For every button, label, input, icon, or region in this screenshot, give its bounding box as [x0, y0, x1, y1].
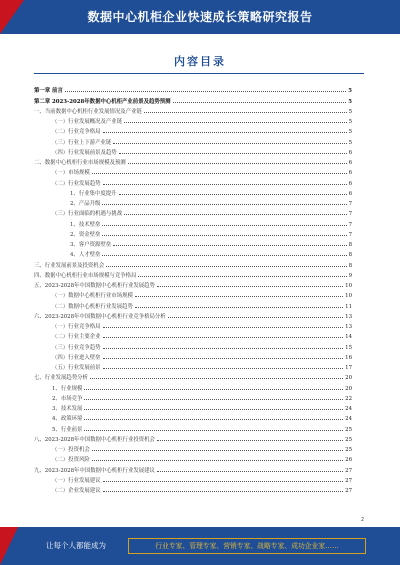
toc-entry[interactable] — [34, 125, 352, 135]
toc-dot-leader — [113, 143, 346, 144]
toc-entry-page: 13 — [345, 313, 352, 320]
toc-entry[interactable] — [34, 176, 352, 186]
toc-entry-label: 5、行业前景 — [52, 426, 83, 433]
toc-entry-label: 2、市场竞争 — [52, 395, 83, 402]
toc-dot-leader — [128, 163, 347, 164]
toc-entry-page: 27 — [345, 477, 352, 484]
toc-entry-page: 10 — [345, 283, 352, 289]
toc-entry[interactable] — [34, 330, 352, 340]
toc-dot-leader — [102, 204, 346, 205]
toc-entry[interactable] — [34, 422, 352, 432]
toc-entry-label: （四）行业进入壁垒 — [52, 354, 101, 361]
toc-dot-leader — [90, 378, 343, 379]
toc-entry[interactable] — [34, 187, 352, 197]
toc-entry-page: 6 — [348, 190, 352, 197]
toc-dot-leader — [124, 122, 346, 123]
toc-entry-page: 11 — [345, 303, 352, 310]
toc-dot-leader — [168, 317, 343, 318]
toc-entry[interactable] — [34, 310, 352, 320]
toc-dot-leader — [157, 286, 343, 287]
toc-entry-page: 8 — [348, 252, 352, 259]
toc-entry-page: 6 — [348, 149, 352, 156]
toc-entry[interactable] — [34, 248, 352, 258]
toc-dot-leader — [102, 255, 346, 256]
toc-entry[interactable] — [34, 94, 352, 104]
toc-entry[interactable] — [34, 443, 352, 453]
toc-dot-leader — [65, 91, 346, 92]
toc-entry-label: 第二章 2023-2028年数据中心机柜产业前景及趋势预测 — [34, 98, 171, 105]
toc-entry-label: 3、客户资源壁垒 — [70, 242, 112, 248]
toc-dot-leader — [119, 153, 347, 154]
toc-entry[interactable] — [34, 115, 352, 125]
toc-entry-page: 13 — [345, 324, 352, 330]
toc-dot-leader — [135, 296, 343, 297]
toc-entry[interactable] — [34, 228, 352, 238]
toc-dot-leader — [135, 307, 343, 308]
toc-dot-leader — [84, 399, 343, 400]
toc-dot-leader — [103, 491, 344, 492]
toc-entry-page: 27 — [345, 488, 352, 494]
toc-entry[interactable] — [34, 207, 352, 217]
toc-dot-leader — [102, 225, 346, 226]
toc-entry-label: 二、数据中心机柜行业市场规模及预测 — [34, 160, 126, 166]
toc-dot-leader — [92, 450, 343, 451]
report-title: 数据中心机柜企业快速成长策略研究报告 — [87, 10, 313, 24]
toc-entry-page: 7 — [348, 201, 352, 207]
toc-entry-page: 7 — [348, 211, 352, 218]
toc-entry-page: 14 — [345, 334, 352, 341]
toc-dot-leader — [92, 460, 343, 461]
toc-dot-leader — [173, 102, 347, 103]
toc-entry-label: （二）行业主要企业 — [52, 334, 101, 341]
toc-entry-page: 5 — [348, 119, 352, 125]
toc-entry-label: 2、资金壁垒 — [70, 231, 101, 238]
toc-entry-label: 四、数据中心机柜行业市场规模与竞争格局 — [34, 272, 137, 279]
toc-entry-label: 八、2023-2028年中国数据中心机柜行业投资机会 — [34, 436, 155, 443]
toc-entry-page: 25 — [345, 447, 352, 453]
footer-slogan: 让每个人都能成为 — [46, 541, 106, 550]
toc-entry[interactable] — [34, 299, 352, 309]
toc-dot-leader — [92, 173, 347, 174]
toc-entry-label: 第一章 前言 — [34, 88, 63, 95]
toc-entry-page: 22 — [345, 395, 352, 402]
toc-entry-page: 8 — [348, 262, 352, 269]
toc-entry-page: 9 — [348, 272, 352, 279]
toc-entry-label: （二）投资风险 — [52, 457, 90, 464]
toc-entry-page: 10 — [345, 293, 352, 300]
toc-entry-label: （二）数据中心机柜行业发展趋势 — [52, 303, 133, 310]
toc-dot-leader — [103, 348, 344, 349]
toc-entry-label: 1、行业规模 — [52, 385, 83, 392]
toc-entry-page: 6 — [348, 160, 352, 166]
toc-entry[interactable] — [34, 197, 352, 207]
toc-dot-leader — [124, 214, 346, 215]
toc-entry-label: （二）行业发展趋势 — [52, 180, 101, 187]
toc-entry-label: （一）数据中心机柜行业市场规模 — [52, 293, 133, 300]
toc-entry-label: （一）行业竞争格局 — [52, 324, 101, 330]
toc-dot-leader — [138, 276, 346, 277]
toc-entry-page: 16 — [345, 354, 352, 361]
toc-entry[interactable] — [34, 453, 352, 463]
toc-entry[interactable] — [34, 474, 352, 484]
toc-entry[interactable] — [34, 433, 352, 443]
toc-entry[interactable] — [34, 463, 352, 473]
toc-dot-leader — [157, 471, 343, 472]
toc-dot-leader — [103, 358, 344, 359]
toc-entry-page: 5 — [348, 88, 352, 95]
toc-entry-label: （三）行业面临的机遇与挑战 — [52, 211, 123, 218]
toc-entry[interactable] — [34, 320, 352, 330]
toc-entry-page: 25 — [345, 436, 352, 443]
toc-entry[interactable] — [34, 289, 352, 299]
toc-entry[interactable] — [34, 84, 352, 94]
toc-entry[interactable] — [34, 361, 352, 371]
toc-entry-label: （一）行业发展概况及产业链 — [52, 119, 123, 125]
toc-entry[interactable] — [34, 279, 352, 289]
toc-entry[interactable] — [34, 381, 352, 391]
toc-entry-page: 24 — [345, 416, 352, 423]
toc-entry[interactable] — [34, 402, 352, 412]
toc-divider — [34, 73, 364, 74]
toc-dot-leader — [102, 235, 346, 236]
toc-entry-page: 26 — [345, 457, 352, 464]
toc-entry-page: 5 — [348, 98, 352, 105]
toc-entry[interactable] — [34, 105, 352, 115]
toc-entry-label: （三）行业上下游产业链 — [52, 139, 112, 146]
toc-entry[interactable] — [34, 392, 352, 402]
toc-entry[interactable] — [34, 156, 352, 166]
toc-dot-leader — [103, 368, 344, 369]
toc-entry[interactable] — [34, 238, 352, 248]
toc-entry-label: 4、政策环境 — [52, 416, 83, 423]
toc-entry-label: （二）行业竞争格局 — [52, 129, 101, 136]
toc-entry-label: （一）市场规模 — [52, 170, 90, 177]
toc-entry-label: 4、人才壁垒 — [70, 252, 101, 259]
toc-dot-leader — [103, 132, 347, 133]
footer-bar — [0, 527, 400, 565]
toc-dot-leader — [84, 409, 343, 410]
toc-entry-label: （二）企业发展建议 — [52, 488, 101, 494]
toc-entry[interactable] — [34, 166, 352, 176]
toc-entry-label: （一）行业发展建议 — [52, 477, 101, 484]
header-bar — [0, 0, 400, 34]
toc-entry-page: 6 — [348, 180, 352, 187]
toc-dot-leader — [113, 245, 346, 246]
toc-entry-page: 15 — [345, 344, 352, 351]
toc-entry-label: 七、行业发展趋势分析 — [34, 375, 88, 382]
toc-entry-page: 20 — [345, 375, 352, 382]
toc-entry-page: 6 — [348, 170, 352, 177]
page-number: 2 — [360, 517, 364, 523]
toc-entry-label: 九、2023-2028年中国数据中心机柜行业发展建议 — [34, 467, 155, 474]
toc-entry-page: 17 — [345, 365, 352, 371]
toc-entry-page: 5 — [348, 129, 352, 136]
toc-entry[interactable] — [34, 351, 352, 361]
toc-entry-page: 5 — [348, 108, 352, 115]
toc-entry[interactable] — [34, 484, 352, 494]
toc-entry[interactable] — [34, 269, 352, 279]
toc-entry-page: 20 — [345, 385, 352, 392]
table-of-contents — [34, 84, 352, 494]
toc-dot-leader — [106, 266, 346, 267]
toc-entry-label: 五、2023-2028年中国数据中心机柜行业发展趋势 — [34, 283, 155, 289]
toc-entry[interactable] — [34, 135, 352, 145]
toc-dot-leader — [119, 194, 347, 195]
toc-entry-label: （五）行业发展前景 — [52, 365, 101, 371]
toc-entry-label: 一、当前数据中心机柜行业发展情况及产业链 — [34, 108, 142, 115]
toc-entry-label: （三）行业竞争趋势 — [52, 344, 101, 351]
toc-entry[interactable] — [34, 258, 352, 268]
toc-entry-page: 24 — [345, 406, 352, 412]
toc-dot-leader — [84, 430, 343, 431]
toc-entry-page: 7 — [348, 221, 352, 228]
toc-dot-leader — [84, 419, 343, 420]
toc-dot-leader — [103, 184, 347, 185]
footer-accent-triangle — [0, 527, 18, 565]
toc-entry-page: 25 — [345, 426, 352, 433]
toc-entry-label: （一）投资机会 — [52, 447, 90, 453]
toc-entry[interactable] — [34, 340, 352, 350]
toc-dot-leader — [103, 337, 344, 338]
toc-entry-label: 1、行业集中度提升 — [70, 190, 117, 197]
toc-entry[interactable] — [34, 217, 352, 227]
toc-entry-label: 3、技术发展 — [52, 406, 83, 412]
toc-entry-page: 27 — [345, 467, 352, 474]
toc-dot-leader — [84, 389, 343, 390]
toc-dot-leader — [157, 440, 343, 441]
toc-dot-leader — [103, 481, 344, 482]
toc-heading: 内容目录 — [174, 55, 226, 68]
toc-entry-label: 三、行业发展前景及投资机会 — [34, 262, 105, 269]
toc-entry[interactable] — [34, 412, 352, 422]
toc-entry-page: 7 — [348, 231, 352, 238]
toc-entry-page: 8 — [348, 242, 352, 248]
toc-entry-page: 5 — [348, 139, 352, 146]
toc-entry-label: 2、产品升级 — [70, 201, 101, 207]
toc-dot-leader — [103, 327, 344, 328]
toc-entry-label: （四）行业发展前景及趋势 — [52, 149, 117, 156]
toc-entry-label: 六、2023-2028年中国数据中心机柜行业竞争格局分析 — [34, 313, 166, 320]
toc-entry-label: 1、技术壁垒 — [70, 221, 101, 228]
footer-slogan-box: 行业专家、管理专家、营销专家、战略专家、成功企业家…… — [128, 538, 366, 554]
toc-entry[interactable] — [34, 146, 352, 156]
toc-entry[interactable] — [34, 371, 352, 381]
toc-dot-leader — [144, 112, 347, 113]
